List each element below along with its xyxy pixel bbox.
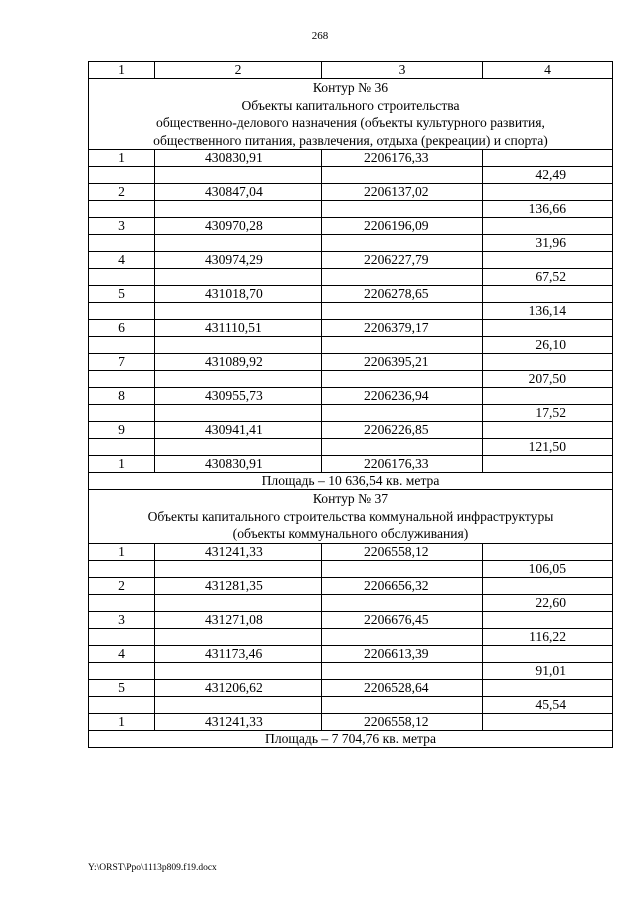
table-row [89,167,613,184]
empty-cell [483,252,613,269]
contour-title: Контур № 37 [312,491,389,506]
empty-cell [89,303,155,320]
file-path-footer: Y:\ORST\Ppo\1113p809.f19.docx [88,863,217,873]
y-coordinate-cell: 2206379,17 [322,320,483,337]
contour36-heading-row [89,79,613,150]
table-row [89,679,613,696]
empty-cell [483,422,613,439]
table-row [89,235,613,252]
table-row [89,320,613,337]
point-number-cell: 5 [89,679,155,696]
x-coordinate-cell: 431241,33 [155,543,322,560]
point-number-cell: 2 [89,184,155,201]
empty-cell [483,286,613,303]
table-row [89,543,613,560]
segment-length-cell: 31,96 [483,235,613,252]
table-row [89,337,613,354]
empty-cell [155,269,322,286]
contour37-area-row [89,730,613,747]
empty-cell [322,594,483,611]
x-coordinate-cell: 431173,46 [155,645,322,662]
y-coordinate-cell: 2206176,33 [322,456,483,473]
empty-cell [155,662,322,679]
empty-cell [89,696,155,713]
empty-cell [155,337,322,354]
table-row [89,696,613,713]
table-row [89,150,613,167]
contour36-area-row [89,473,613,490]
segment-length-cell: 207,50 [483,371,613,388]
table-row [89,184,613,201]
x-coordinate-cell: 430941,41 [155,422,322,439]
point-number-cell: 5 [89,286,155,303]
header-cell-1: 1 [89,62,155,79]
y-coordinate-cell: 2206278,65 [322,286,483,303]
empty-cell [483,645,613,662]
empty-cell [155,167,322,184]
y-coordinate-cell: 2206613,39 [322,645,483,662]
point-number-cell: 3 [89,611,155,628]
contour37-heading-row [89,490,613,544]
point-number-cell: 1 [89,150,155,167]
x-coordinate-cell: 431089,92 [155,354,322,371]
empty-cell [322,337,483,354]
empty-cell [322,269,483,286]
y-coordinate-cell: 2206196,09 [322,218,483,235]
empty-cell [322,371,483,388]
empty-cell [89,235,155,252]
table-row [89,269,613,286]
segment-length-cell: 106,05 [483,560,613,577]
segment-length-cell: 17,52 [483,405,613,422]
x-coordinate-cell: 431018,70 [155,286,322,303]
empty-cell [89,167,155,184]
area-cell: Площадь – 10 636,54 кв. метра [89,473,613,490]
y-coordinate-cell: 2206395,21 [322,354,483,371]
contour-description-line: Объекты капитального строительства коммунальной инфраструктуры [147,508,554,524]
table-row [89,611,613,628]
empty-cell [322,662,483,679]
x-coordinate-cell: 431110,51 [155,320,322,337]
table-row [89,371,613,388]
point-number-cell: 3 [89,218,155,235]
table-row [89,405,613,422]
y-coordinate-cell: 2206236,94 [322,388,483,405]
y-coordinate-cell: 2206137,02 [322,184,483,201]
point-number-cell: 1 [89,543,155,560]
contour-description-line: Объекты капитального строительства [241,97,460,113]
empty-cell [322,201,483,218]
empty-cell [483,150,613,167]
point-number-cell: 6 [89,320,155,337]
segment-length-cell: 45,54 [483,696,613,713]
x-coordinate-cell: 431241,33 [155,713,322,730]
empty-cell [155,594,322,611]
contour-description-line: (объекты коммунального обслуживания) [232,526,469,541]
table-row [89,560,613,577]
table-row [89,628,613,645]
header-cell-4: 4 [483,62,613,79]
header-cell-2: 2 [155,62,322,79]
y-coordinate-cell: 2206676,45 [322,611,483,628]
coordinates-table [88,61,613,748]
empty-cell [155,628,322,645]
empty-cell [483,218,613,235]
empty-cell [483,679,613,696]
empty-cell [89,628,155,645]
point-number-cell: 9 [89,422,155,439]
segment-length-cell: 121,50 [483,439,613,456]
contour-description-line: общественно-делового назначения (объекты культурного развития, [156,115,545,130]
table-row [89,388,613,405]
segment-length-cell: 91,01 [483,662,613,679]
table-row [89,439,613,456]
header-cell-3: 3 [322,62,483,79]
y-coordinate-cell: 2206528,64 [322,679,483,696]
empty-cell [483,611,613,628]
x-coordinate-cell: 430974,29 [155,252,322,269]
empty-cell [155,560,322,577]
table-row [89,303,613,320]
y-coordinate-cell: 2206558,12 [322,543,483,560]
segment-length-cell: 42,49 [483,167,613,184]
empty-cell [322,235,483,252]
contour36-heading [89,79,613,150]
x-coordinate-cell: 430955,73 [155,388,322,405]
point-number-cell: 2 [89,577,155,594]
segment-length-cell: 22,60 [483,594,613,611]
empty-cell [89,405,155,422]
empty-cell [483,354,613,371]
x-coordinate-cell: 431271,08 [155,611,322,628]
table-row [89,645,613,662]
table-row [89,286,613,303]
empty-cell [322,439,483,456]
contour37-heading [89,490,613,544]
empty-cell [483,320,613,337]
empty-cell [89,439,155,456]
point-number-cell: 4 [89,252,155,269]
y-coordinate-cell: 2206226,85 [322,422,483,439]
empty-cell [483,543,613,560]
table-row [89,662,613,679]
area-cell: Площадь – 7 704,76 кв. метра [89,730,613,747]
point-number-cell: 4 [89,645,155,662]
x-coordinate-cell: 430847,04 [155,184,322,201]
empty-cell [89,662,155,679]
empty-cell [483,456,613,473]
table-row [89,354,613,371]
point-number-cell: 1 [89,456,155,473]
empty-cell [322,696,483,713]
segment-length-cell: 136,66 [483,201,613,218]
empty-cell [155,439,322,456]
empty-cell [155,235,322,252]
x-coordinate-cell: 431281,35 [155,577,322,594]
y-coordinate-cell: 2206558,12 [322,713,483,730]
table-row [89,594,613,611]
empty-cell [322,560,483,577]
empty-cell [322,405,483,422]
empty-cell [155,371,322,388]
table-row [89,218,613,235]
table-row [89,252,613,269]
page-number: 268 [311,30,329,42]
empty-cell [89,594,155,611]
segment-length-cell: 116,22 [483,628,613,645]
contour-description-line: общественного питания, развлечения, отдыха (рекреации) и спорта) [153,132,548,148]
empty-cell [322,167,483,184]
empty-cell [89,560,155,577]
table-row [89,577,613,594]
header-row [89,62,613,79]
table-row [89,456,613,473]
table-row [89,713,613,730]
empty-cell [89,371,155,388]
empty-cell [155,696,322,713]
x-coordinate-cell: 430970,28 [155,218,322,235]
empty-cell [155,303,322,320]
empty-cell [483,577,613,594]
point-number-cell: 7 [89,354,155,371]
y-coordinate-cell: 2206227,79 [322,252,483,269]
empty-cell [155,405,322,422]
empty-cell [483,184,613,201]
point-number-cell: 1 [89,713,155,730]
x-coordinate-cell: 431206,62 [155,679,322,696]
empty-cell [483,388,613,405]
empty-cell [89,269,155,286]
table-row [89,422,613,439]
empty-cell [155,201,322,218]
y-coordinate-cell: 2206656,32 [322,577,483,594]
contour-title: Контур № 36 [312,80,389,95]
empty-cell [483,713,613,730]
point-number-cell: 8 [89,388,155,405]
y-coordinate-cell: 2206176,33 [322,150,483,167]
segment-length-cell: 67,52 [483,269,613,286]
table-row [89,201,613,218]
empty-cell [89,337,155,354]
segment-length-cell: 26,10 [483,337,613,354]
empty-cell [89,201,155,218]
empty-cell [322,628,483,645]
x-coordinate-cell: 430830,91 [155,150,322,167]
empty-cell [322,303,483,320]
x-coordinate-cell: 430830,91 [155,456,322,473]
segment-length-cell: 136,14 [483,303,613,320]
